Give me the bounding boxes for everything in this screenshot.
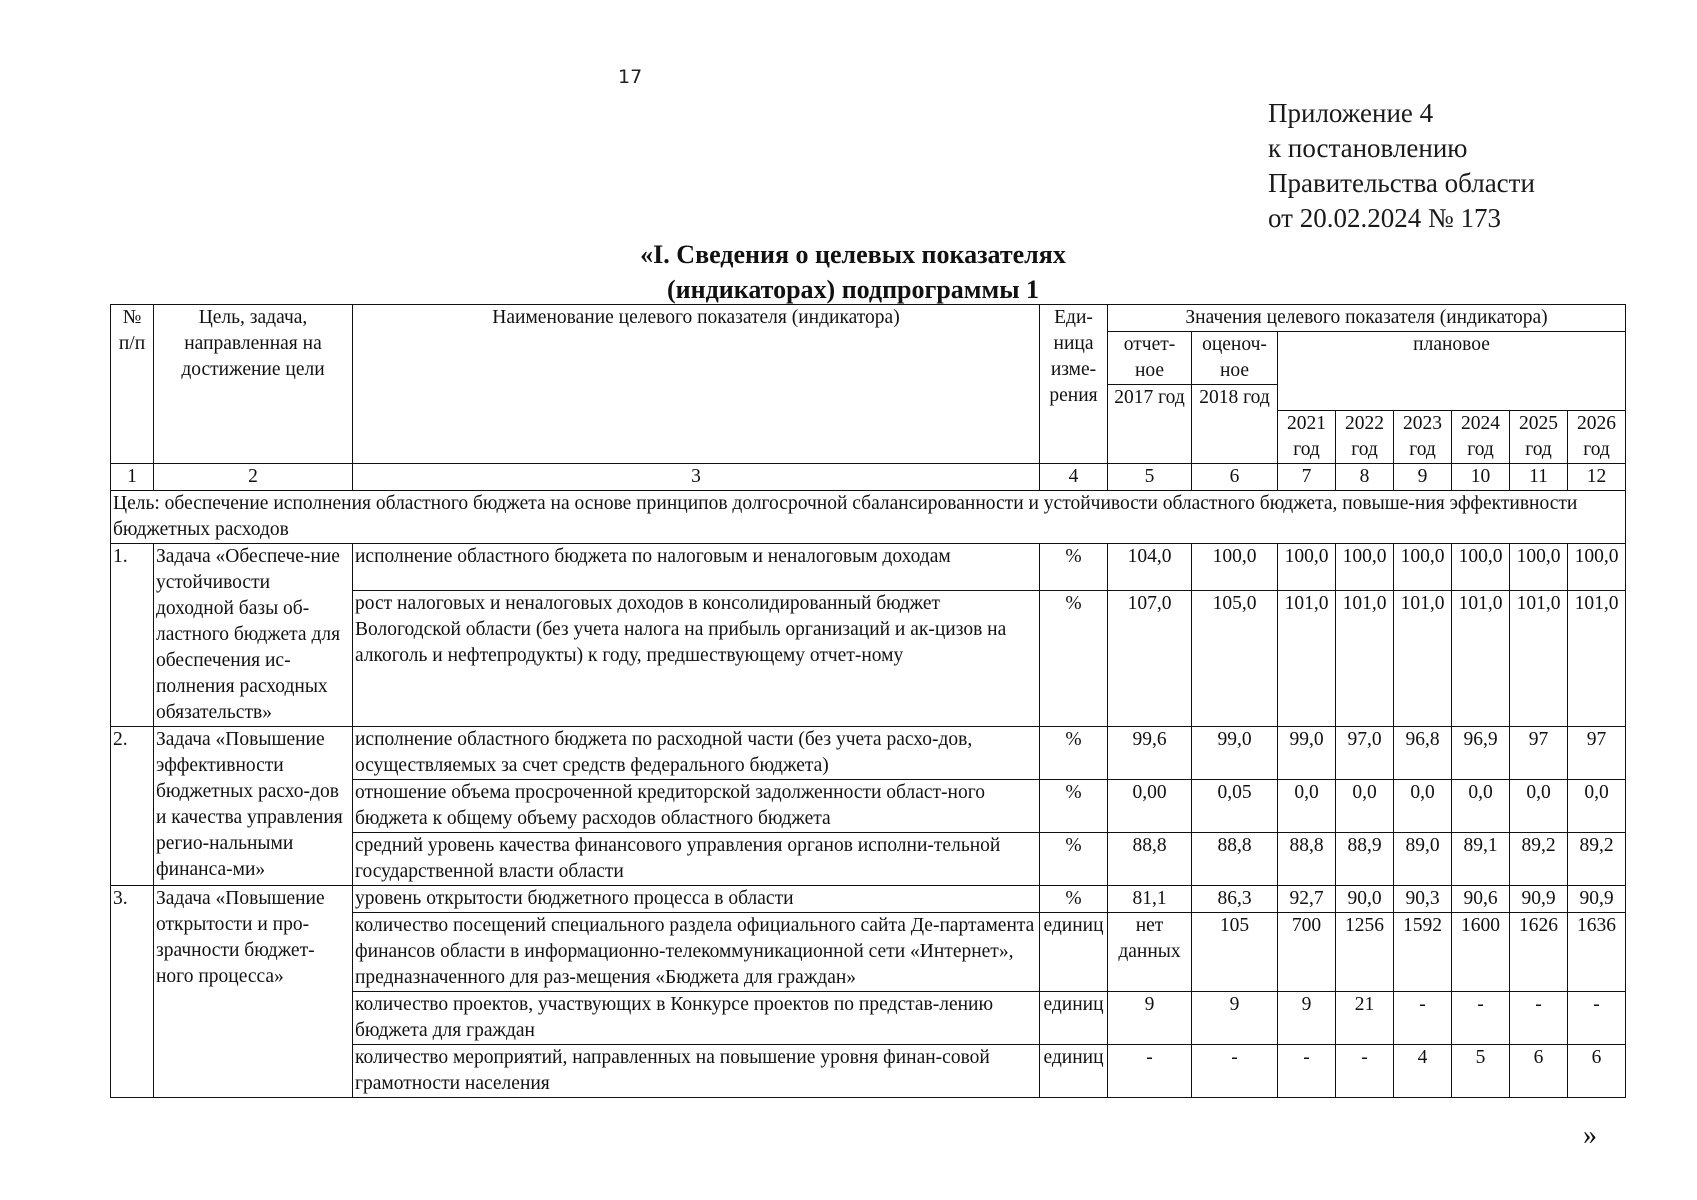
header-plan-year: 2026 год <box>1568 411 1626 464</box>
indicator-name: рост налоговых и неналоговых доходов в консолидированный бюджет Вологодской области (без учета налога на прибыль организаций и ак-цизов на алкоголь и нефтепродукты) к году, предшествующему отчет-ному <box>353 590 1040 726</box>
column-number: 9 <box>1394 464 1452 491</box>
column-number: 3 <box>353 464 1040 491</box>
indicator-unit: % <box>1040 544 1108 591</box>
indicator-unit: % <box>1040 886 1108 913</box>
plan-value: 4 <box>1394 1045 1452 1098</box>
plan-value: 1592 <box>1394 913 1452 992</box>
value-2018: 100,0 <box>1192 544 1278 591</box>
value-2017: 81,1 <box>1108 886 1192 913</box>
indicator-name: исполнение областного бюджета по расходной части (без учета расхо-дов, осуществляемых за счет средств федерального бюджета) <box>353 727 1040 780</box>
plan-value: 90,3 <box>1394 886 1452 913</box>
indicator-name: количество мероприятий, направленных на повышение уровня финан-совой грамотности населения <box>353 1045 1040 1098</box>
header-year-2018: 2018 год <box>1192 385 1278 464</box>
plan-value: 6 <box>1510 1045 1568 1098</box>
plan-value: 100,0 <box>1452 544 1510 591</box>
value-2018: 88,8 <box>1192 833 1278 886</box>
plan-value: 1626 <box>1510 913 1568 992</box>
indicator-row <box>111 544 1626 591</box>
header-goal: Цель, задача, направленная на достижение цели <box>154 305 353 464</box>
appendix-line: к постановлению <box>1268 133 1468 163</box>
header-plan-year: 2025 год <box>1510 411 1568 464</box>
column-number: 12 <box>1568 464 1626 491</box>
appendix-line: Приложение 4 <box>1268 98 1434 128</box>
plan-value: 89,2 <box>1510 833 1568 886</box>
value-2018: 105,0 <box>1192 590 1278 726</box>
value-2018: 105 <box>1192 913 1278 992</box>
value-2017: 104,0 <box>1108 544 1192 591</box>
plan-value: 100,0 <box>1568 544 1626 591</box>
plan-value: 96,8 <box>1394 727 1452 780</box>
column-number: 10 <box>1452 464 1510 491</box>
task-number: 3. <box>111 886 154 1098</box>
plan-value: 1600 <box>1452 913 1510 992</box>
plan-value: 90,9 <box>1568 886 1626 913</box>
task-text: Задача «Повышение открытости и про-зрачности бюджет-ного процесса» <box>154 886 353 1098</box>
plan-value: 100,0 <box>1336 544 1394 591</box>
task-number: 1. <box>111 544 154 727</box>
plan-value: 89,0 <box>1394 833 1452 886</box>
appendix-line: Правительства области <box>1268 168 1535 198</box>
plan-value: 1256 <box>1336 913 1394 992</box>
indicator-unit: % <box>1040 780 1108 833</box>
plan-value: - <box>1336 1045 1394 1098</box>
plan-value: 6 <box>1568 1045 1626 1098</box>
page-number: 17 <box>618 66 643 88</box>
indicator-unit: % <box>1040 590 1108 726</box>
plan-value: 0,0 <box>1452 780 1510 833</box>
plan-value: 97 <box>1568 727 1626 780</box>
value-2018: 86,3 <box>1192 886 1278 913</box>
indicators-table <box>110 304 1626 1098</box>
plan-value: 700 <box>1278 913 1336 992</box>
indicator-row <box>111 727 1626 780</box>
column-number: 5 <box>1108 464 1192 491</box>
plan-value: - <box>1510 992 1568 1045</box>
plan-value: 101,0 <box>1336 590 1394 726</box>
plan-value: - <box>1568 992 1626 1045</box>
plan-value: 88,8 <box>1278 833 1336 886</box>
task-number: 2. <box>111 727 154 886</box>
header-plan-year: 2022 год <box>1336 411 1394 464</box>
indicator-unit: % <box>1040 833 1108 886</box>
indicator-name: количество проектов, участвующих в Конкурсе проектов по представ-лению бюджета для граждан <box>353 992 1040 1045</box>
plan-value: 100,0 <box>1278 544 1336 591</box>
header-year-2017: 2017 год <box>1108 385 1192 464</box>
header-plan-year: 2021 год <box>1278 411 1336 464</box>
column-number: 7 <box>1278 464 1336 491</box>
value-2017: нет данных <box>1108 913 1192 992</box>
column-number: 11 <box>1510 464 1568 491</box>
column-number: 8 <box>1336 464 1394 491</box>
plan-value: 88,9 <box>1336 833 1394 886</box>
plan-value: 92,7 <box>1278 886 1336 913</box>
value-2017: 0,00 <box>1108 780 1192 833</box>
plan-value: - <box>1452 992 1510 1045</box>
value-2018: 99,0 <box>1192 727 1278 780</box>
title-line: «I. Сведения о целевых показателях <box>640 240 1066 269</box>
header-plan-year: 2024 год <box>1452 411 1510 464</box>
indicator-name: отношение объема просроченной кредиторской задолженности област-ного бюджета к общему объему расходов областного бюджета <box>353 780 1040 833</box>
plan-value: 90,9 <box>1510 886 1568 913</box>
indicator-row <box>111 886 1626 913</box>
indicator-unit: единиц <box>1040 913 1108 992</box>
goal-row <box>111 491 1626 544</box>
header-indicator: Наименование целевого показателя (индикатора) <box>353 305 1040 464</box>
plan-value: 100,0 <box>1510 544 1568 591</box>
plan-value: 101,0 <box>1278 590 1336 726</box>
plan-value: - <box>1394 992 1452 1045</box>
plan-value: 0,0 <box>1278 780 1336 833</box>
indicator-name: количество посещений специального раздела официального сайта Де-партамента финансов области в информационно-телекоммуникационной сети «Интернет», предназначенного для раз-мещения «Бюджета для граждан» <box>353 913 1040 992</box>
column-number: 6 <box>1192 464 1278 491</box>
plan-value: 9 <box>1278 992 1336 1045</box>
title-line: (индикаторах) подпрограммы 1 <box>666 275 1040 304</box>
plan-value: 101,0 <box>1452 590 1510 726</box>
plan-value: 1636 <box>1568 913 1626 992</box>
header-unit: Еди-ница изме-рения <box>1040 305 1108 464</box>
header-num: № п/п <box>111 305 154 464</box>
plan-value: 101,0 <box>1568 590 1626 726</box>
value-2018: 9 <box>1192 992 1278 1045</box>
value-2017: - <box>1108 1045 1192 1098</box>
plan-value: 21 <box>1336 992 1394 1045</box>
indicator-unit: % <box>1040 727 1108 780</box>
column-numbers-row <box>111 464 1626 491</box>
value-2017: 9 <box>1108 992 1192 1045</box>
plan-value: 0,0 <box>1394 780 1452 833</box>
value-2017: 107,0 <box>1108 590 1192 726</box>
indicator-unit: единиц <box>1040 992 1108 1045</box>
task-text: Задача «Обеспече-ние устойчивости доходной базы об-ластного бюджета для обеспечения ис-полнения расходных обязательств» <box>154 544 353 727</box>
plan-value: 90,6 <box>1452 886 1510 913</box>
plan-value: 101,0 <box>1510 590 1568 726</box>
plan-value: 0,0 <box>1568 780 1626 833</box>
value-2017: 99,6 <box>1108 727 1192 780</box>
plan-value: - <box>1278 1045 1336 1098</box>
plan-value: 90,0 <box>1336 886 1394 913</box>
closing-quote: » <box>1583 1120 1597 1151</box>
goal-text: Цель: обеспечение исполнения областного бюджета на основе принципов долгосрочной сбалансированности и устойчивости областного бюджета, повыше-ния эффективности бюджетных расходов <box>111 491 1626 544</box>
column-number: 4 <box>1040 464 1108 491</box>
plan-value: 97 <box>1510 727 1568 780</box>
section-title <box>420 237 1286 307</box>
appendix-note <box>1268 96 1535 236</box>
indicator-unit: единиц <box>1040 1045 1108 1098</box>
header-plan-year: 2023 год <box>1394 411 1452 464</box>
header-planned: плановое <box>1278 332 1626 411</box>
value-2018: - <box>1192 1045 1278 1098</box>
header-estimated: оценоч-ное <box>1192 332 1278 385</box>
plan-value: 100,0 <box>1394 544 1452 591</box>
plan-value: 89,1 <box>1452 833 1510 886</box>
plan-value: 96,9 <box>1452 727 1510 780</box>
value-2017: 88,8 <box>1108 833 1192 886</box>
indicator-name: уровень открытости бюджетного процесса в области <box>353 886 1040 913</box>
header-values: Значения целевого показателя (индикатора) <box>1108 305 1626 332</box>
plan-value: 0,0 <box>1510 780 1568 833</box>
plan-value: 0,0 <box>1336 780 1394 833</box>
plan-value: 89,2 <box>1568 833 1626 886</box>
indicator-name: средний уровень качества финансового управления органов исполни-тельной государственной власти области <box>353 833 1040 886</box>
plan-value: 101,0 <box>1394 590 1452 726</box>
column-number: 2 <box>154 464 353 491</box>
appendix-line: от 20.02.2024 № 173 <box>1268 203 1501 233</box>
header-reported: отчет-ное <box>1108 332 1192 385</box>
indicator-name: исполнение областного бюджета по налоговым и неналоговым доходам <box>353 544 1040 591</box>
plan-value: 99,0 <box>1278 727 1336 780</box>
plan-value: 97,0 <box>1336 727 1394 780</box>
column-number: 1 <box>111 464 154 491</box>
plan-value: 5 <box>1452 1045 1510 1098</box>
task-text: Задача «Повышение эффективности бюджетных расхо-дов и качества управления регио-нальными финанса-ми» <box>154 727 353 886</box>
value-2018: 0,05 <box>1192 780 1278 833</box>
